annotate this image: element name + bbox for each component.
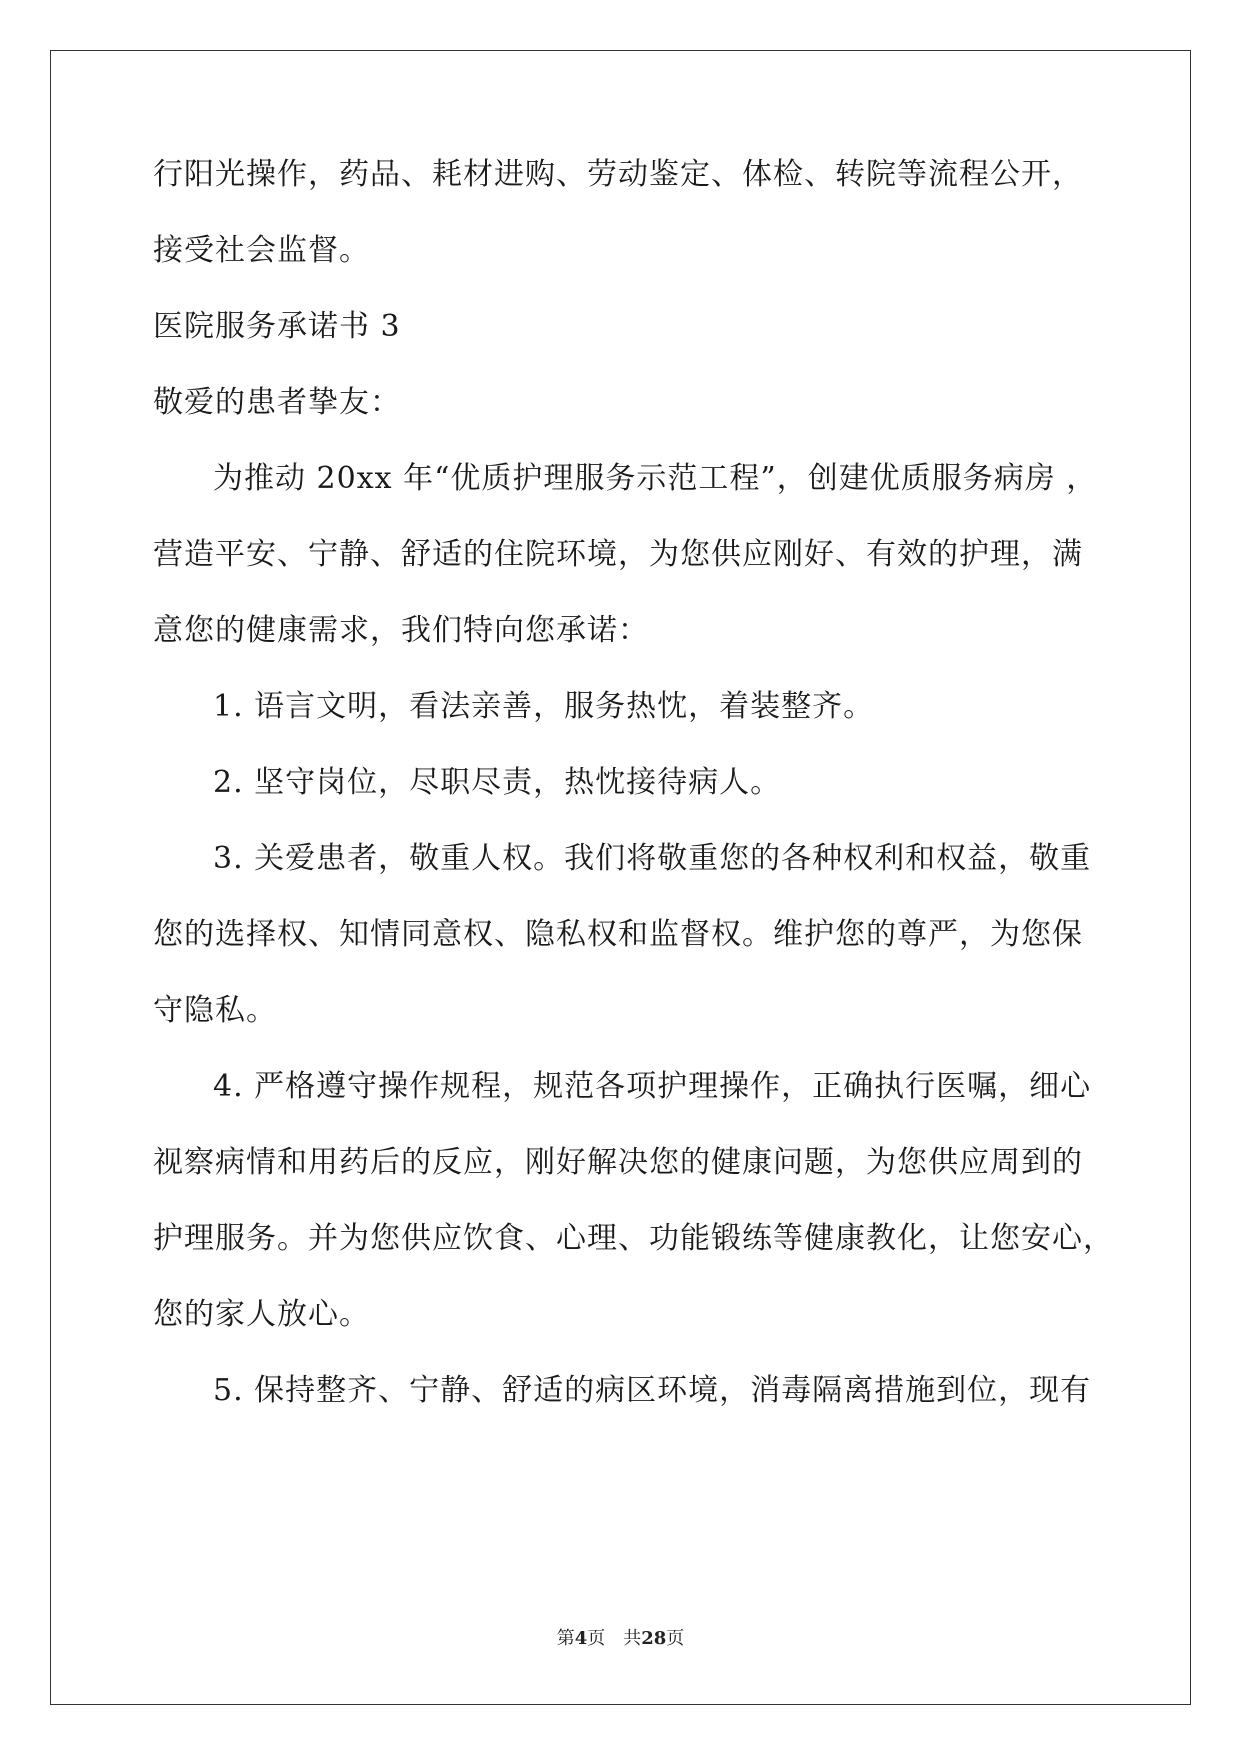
section-title: 医院服务承诺书 3 (153, 309, 401, 344)
text-line-7: 意您的健康需求，我们特向您承诺： (153, 613, 649, 648)
promise-item-3: 3. 关爱患者，敬重人权。我们将敬重您的各种权利和权益，敬重 (213, 841, 1092, 876)
text-line-12: 守隐私。 (153, 993, 277, 1028)
total-pages: 28 (641, 1628, 667, 1649)
page-number-footer (0, 1627, 1241, 1651)
salutation: 敬爱的患者挚友： (153, 385, 401, 420)
promise-item-5: 5. 保持整齐、宁静、舒适的病区环境，消毒隔离措施到位，现有 (213, 1373, 1092, 1408)
footer-mid: 页 共 (587, 1628, 642, 1649)
footer-prefix: 第 (556, 1628, 575, 1649)
text-line-16: 您的家人放心。 (153, 1297, 370, 1332)
text-line-6: 营造平安、宁静、舒适的住院环境，为您供应刚好、有效的护理，满 (153, 537, 1083, 572)
promise-item-4: 4. 严格遵守操作规程，规范各项护理操作，正确执行医嘱，细心 (213, 1069, 1092, 1104)
text-line-5: 为推动 20xx 年“优质护理服务示范工程”，创建优质服务病房 ， (213, 461, 1098, 496)
promise-item-1: 1. 语言文明，看法亲善，服务热忱，着装整齐。 (213, 689, 875, 724)
text-line-1: 行阳光操作，药品、耗材进购、劳动鉴定、体检、转院等流程公开， (153, 157, 1083, 192)
text-line-11: 您的选择权、知情同意权、隐私权和监督权。维护您的尊严，为您保 (153, 917, 1083, 952)
promise-item-2: 2. 坚守岗位，尽职尽责，热忱接待病人。 (213, 765, 782, 800)
current-page: 4 (574, 1628, 588, 1649)
footer-suffix: 页 (666, 1628, 685, 1649)
text-line-15: 护理服务。并为您供应饮食、心理、功能锻练等健康教化，让您安心， (153, 1221, 1114, 1256)
text-line-2: 接受社会监督。 (153, 233, 370, 268)
text-line-14: 视察病情和用药后的反应，刚好解决您的健康问题，为您供应周到的 (153, 1145, 1083, 1180)
